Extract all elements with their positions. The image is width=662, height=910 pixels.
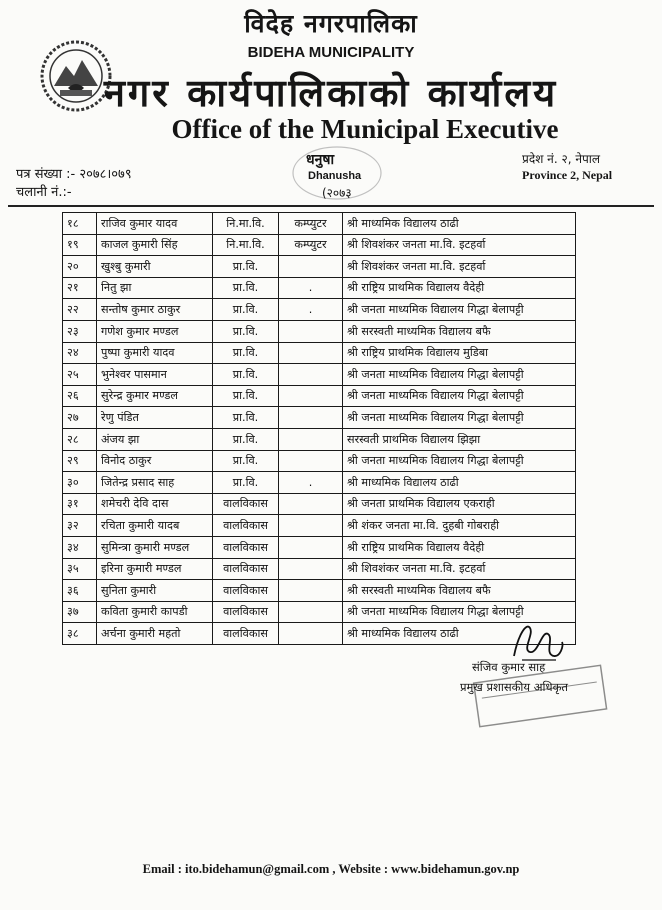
school-level-cell: प्रा.वि.	[213, 299, 279, 321]
school-level-cell: वालविकास	[213, 493, 279, 515]
teacher-name-cell: गणेश कुमार मण्डल	[97, 320, 213, 342]
serial-number-cell: २०	[63, 256, 97, 278]
school-level-cell: नि.मा.वि.	[213, 213, 279, 235]
school-level-cell: प्रा.वि.	[213, 342, 279, 364]
letter-reference-number: पत्र संख्या :- २०७८।०७९	[16, 167, 132, 182]
subject-cell: .	[279, 299, 343, 321]
teacher-name-cell: सन्तोष कुमार ठाकुर	[97, 299, 213, 321]
school-level-cell: प्रा.वि.	[213, 277, 279, 299]
school-level-cell: नि.मा.वि.	[213, 234, 279, 256]
serial-number-cell: २२	[63, 299, 97, 321]
serial-number-cell: ३४	[63, 536, 97, 558]
teacher-name-cell: कविता कुमारी कापडी	[97, 601, 213, 623]
school-level-cell: वालविकास	[213, 580, 279, 602]
subject-cell	[279, 407, 343, 429]
province-english: Province 2, Nepal	[522, 168, 613, 182]
school-level-cell: प्रा.वि.	[213, 320, 279, 342]
school-level-cell: प्रा.वि.	[213, 450, 279, 472]
subject-cell	[279, 385, 343, 407]
school-name-cell: श्री माध्यमिक विद्यालय ठाढी	[343, 472, 576, 494]
subject-cell	[279, 558, 343, 580]
teacher-name-cell: भुनेश्वर पासमान	[97, 364, 213, 386]
table-row	[63, 277, 576, 299]
subject-cell	[279, 256, 343, 278]
school-level-cell: वालविकास	[213, 601, 279, 623]
school-name-cell: श्री शंकर जनता मा.वि. दुहबी गोबराही	[343, 515, 576, 537]
serial-number-cell: २७	[63, 407, 97, 429]
school-name-cell: श्री जनता माध्यमिक विद्यालय गिद्धा बेलापट्टी	[343, 407, 576, 429]
table-row	[63, 256, 576, 278]
subject-cell: .	[279, 277, 343, 299]
teacher-name-cell: पुष्पा कुमारी यादव	[97, 342, 213, 364]
school-name-cell: श्री शिवशंकर जनता मा.वि. इटहर्वा	[343, 558, 576, 580]
table-row	[63, 364, 576, 386]
school-name-cell: श्री शिवशंकर जनता मा.वि. इटहर्वा	[343, 234, 576, 256]
teacher-name-cell: जितेन्द्र प्रसाद साह	[97, 472, 213, 494]
subject-cell	[279, 493, 343, 515]
serial-number-cell: २९	[63, 450, 97, 472]
school-name-cell: श्री जनता माध्यमिक विद्यालय गिद्धा बेलापट्टी	[343, 299, 576, 321]
signer-title: प्रमुख प्रशासकीय अधिकृत	[460, 680, 568, 694]
school-name-cell: सरस्वती प्राथमिक विद्यालय झिझा	[343, 428, 576, 450]
subject-cell	[279, 342, 343, 364]
subject-cell	[279, 623, 343, 645]
subject-cell	[279, 450, 343, 472]
serial-number-cell: २४	[63, 342, 97, 364]
municipality-name-english: BIDEHA MUNICIPALITY	[247, 44, 415, 61]
table-row	[63, 342, 576, 364]
subject-cell	[279, 364, 343, 386]
dispatch-number: चलानी नं.:-	[16, 185, 72, 200]
teacher-name-cell: शमेचरी देवि दास	[97, 493, 213, 515]
table-row	[63, 536, 576, 558]
table-row	[63, 407, 576, 429]
teacher-name-cell: अर्चना कुमारी महतो	[97, 623, 213, 645]
subject-cell: कम्प्युटर	[279, 213, 343, 235]
teacher-name-cell: रेणु पंडित	[97, 407, 213, 429]
subject-cell	[279, 536, 343, 558]
teacher-name-cell: रचिता कुमारी यादब	[97, 515, 213, 537]
school-level-cell: वालविकास	[213, 623, 279, 645]
teacher-name-cell: खुश्बु कुमारी	[97, 256, 213, 278]
subject-cell	[279, 428, 343, 450]
municipality-name-nepali: विदेह नगरपालिका	[244, 9, 418, 38]
seal-year: (२०७३	[322, 186, 352, 200]
office-name-nepali: नगर कार्यपालिकाको कार्यालय	[103, 71, 559, 115]
serial-number-cell: २३	[63, 320, 97, 342]
school-name-cell: श्री जनता माध्यमिक विद्यालय गिद्धा बेलापट्टी	[343, 364, 576, 386]
school-name-cell: श्री राष्ट्रिय प्राथमिक विद्यालय वैदेही	[343, 277, 576, 299]
province-nepali: प्रदेश नं. २, नेपाल	[522, 152, 601, 166]
serial-number-cell: ३१	[63, 493, 97, 515]
school-level-cell: प्रा.वि.	[213, 256, 279, 278]
school-name-cell: श्री जनता प्राथमिक विद्यालय एकराही	[343, 493, 576, 515]
subject-cell: .	[279, 472, 343, 494]
school-level-cell: प्रा.वि.	[213, 472, 279, 494]
serial-number-cell: १८	[63, 213, 97, 235]
serial-number-cell: २५	[63, 364, 97, 386]
serial-number-cell: २६	[63, 385, 97, 407]
school-name-cell: श्री माध्यमिक विद्यालय ठाढी	[343, 213, 576, 235]
office-name-english: Office of the Municipal Executive	[171, 114, 559, 144]
table-row	[63, 601, 576, 623]
table-row	[63, 450, 576, 472]
district-name-nepali: धनुषा	[306, 152, 335, 168]
school-name-cell: श्री राष्ट्रिय प्राथमिक विद्यालय वैदेही	[343, 536, 576, 558]
teacher-name-cell: सुनिता कुमारी	[97, 580, 213, 602]
table-row	[63, 558, 576, 580]
subject-cell	[279, 601, 343, 623]
header-divider	[8, 205, 654, 207]
signer-name: संजिव कुमार साह	[472, 660, 546, 674]
school-level-cell: वालविकास	[213, 536, 279, 558]
teacher-assignment-table	[62, 212, 576, 645]
serial-number-cell: ३६	[63, 580, 97, 602]
table-row	[63, 234, 576, 256]
teacher-name-cell: विनोद ठाकुर	[97, 450, 213, 472]
school-name-cell: श्री जनता माध्यमिक विद्यालय गिद्धा बेलापट्टी	[343, 601, 576, 623]
teacher-name-cell: सुमिन्त्रा कुमारी मण्डल	[97, 536, 213, 558]
serial-number-cell: १९	[63, 234, 97, 256]
serial-number-cell: २८	[63, 428, 97, 450]
serial-number-cell: ३२	[63, 515, 97, 537]
subject-cell	[279, 580, 343, 602]
table-row	[63, 385, 576, 407]
table-row	[63, 623, 576, 645]
school-level-cell: प्रा.वि.	[213, 407, 279, 429]
table-row	[63, 213, 576, 235]
table-row	[63, 493, 576, 515]
serial-number-cell: ३८	[63, 623, 97, 645]
subject-cell	[279, 320, 343, 342]
table-row	[63, 320, 576, 342]
teacher-name-cell: काजल कुमारी सिंह	[97, 234, 213, 256]
footer-contact: Email : ito.bidehamun@gmail.com , Website : www.bidehamun.gov.np	[142, 862, 520, 876]
teacher-name-cell: राजिव कुमार यादव	[97, 213, 213, 235]
serial-number-cell: ३५	[63, 558, 97, 580]
teacher-name-cell: अंजय झा	[97, 428, 213, 450]
school-name-cell: श्री शिवशंकर जनता मा.वि. इटहर्वा	[343, 256, 576, 278]
serial-number-cell: ३७	[63, 601, 97, 623]
school-name-cell: श्री सरस्वती माध्यमिक विद्यालय बफै	[343, 580, 576, 602]
serial-number-cell: ३०	[63, 472, 97, 494]
table-row	[63, 515, 576, 537]
teacher-name-cell: नितु झा	[97, 277, 213, 299]
serial-number-cell: २१	[63, 277, 97, 299]
school-name-cell: श्री राष्ट्रिय प्राथमिक विद्यालय मुडिबा	[343, 342, 576, 364]
table-row	[63, 472, 576, 494]
school-name-cell: श्री सरस्वती माध्यमिक विद्यालय बफै	[343, 320, 576, 342]
school-level-cell: वालविकास	[213, 515, 279, 537]
table-row	[63, 580, 576, 602]
school-level-cell: प्रा.वि.	[213, 364, 279, 386]
school-level-cell: प्रा.वि.	[213, 385, 279, 407]
school-level-cell: प्रा.वि.	[213, 428, 279, 450]
school-name-cell: श्री जनता माध्यमिक विद्यालय गिद्धा बेलापट्टी	[343, 385, 576, 407]
subject-cell	[279, 515, 343, 537]
table-body	[63, 213, 576, 645]
subject-cell: कम्प्युटर	[279, 234, 343, 256]
handwritten-signature-icon	[508, 616, 568, 666]
table-row	[63, 299, 576, 321]
table-row	[63, 428, 576, 450]
district-name-english: Dhanusha	[308, 170, 362, 182]
teacher-name-cell: इरिना कुमारी मण्डल	[97, 558, 213, 580]
school-name-cell: श्री जनता माध्यमिक विद्यालय गिद्धा बेलापट्टी	[343, 450, 576, 472]
school-level-cell: वालविकास	[213, 558, 279, 580]
school-name-cell: श्री माध्यमिक विद्यालय ठाढी	[343, 623, 576, 645]
teacher-name-cell: सुरेन्द्र कुमार मण्डल	[97, 385, 213, 407]
